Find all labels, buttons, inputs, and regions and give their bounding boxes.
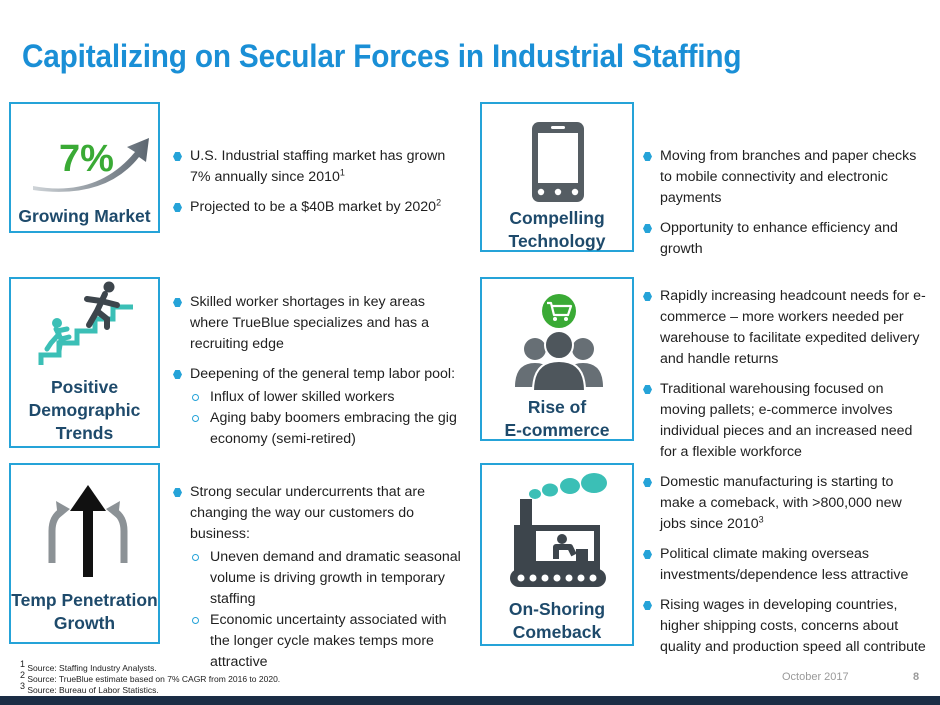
bullet-item: Rapidly increasing headcount needs for e-commerce – more workers needed per warehouse to facilitate expedited delivery and handle returns [643,286,928,370]
onshoring-box [480,463,634,646]
bullet-item: Traditional warehousing focused on moving pallets; e-commerce involves individual pieces and an increased need for a flexible workforce [643,379,928,463]
bullet-item: Moving from branches and paper checks to mobile connectivity and electronic payments [643,146,928,209]
page-number: 8 [913,671,920,683]
sub-bullet-item: Influx of lower skilled workers [190,387,465,408]
smartphone-icon [531,121,585,203]
sub-bullet-item: Uneven demand and dramatic seasonal volume is driving growth in temporary staffing [190,547,465,610]
compelling-technology-label-line1: Compelling [509,208,605,228]
bullet-item: Political climate making overseas investments/dependence less attractive [643,544,928,586]
growing-market-box [9,102,160,233]
temp-penetration-label-line1: Temp Penetration [11,590,158,610]
temp-penetration-box [9,463,160,644]
factory-icon [502,473,612,591]
footer-bar [0,696,940,705]
footnotes [20,659,281,696]
compelling-technology-label-line2: Technology [508,231,606,251]
shopping-cart-people-icon [509,291,609,391]
ecommerce-label-line2: E-commerce [504,420,610,440]
bullet-item: Strong secular undercurrents that are changing the way our customers do business: Uneven demand and dramatic seasonal volume is driving growth in temporary staffing Economic uncertainty associated with the longer cycle makes temps more attractive [173,482,465,673]
sub-bullet-item: Economic uncertainty associated with the longer cycle makes temps more attractive [190,610,465,673]
bullet-item: Skilled worker shortages in key areas where TrueBlue specializes and has a recruiting edge [173,292,465,355]
footnote: $^2$ Source: TrueBlue estimate based on 7% CAGR from 2016 to 2020. [20,670,281,684]
bullet-item: Opportunity to enhance efficiency and growth [643,218,928,260]
onshoring-bullets [643,472,928,667]
ecommerce-box [480,277,634,441]
positive-demographic-label-line1: Positive [50,377,119,397]
bullet-item: Domestic manufacturing is starting to make a comeback, with >800,000 new jobs since 2010$^3$ [643,472,928,535]
up-arrows-icon [38,481,138,581]
ecommerce-bullets [643,286,928,472]
growth-stat: 7% [59,138,114,180]
footnote: $^1$ Source: Staffing Industry Analysts. [20,659,157,673]
ecommerce-label-line1: Rise of [527,397,587,417]
onshoring-label-line2: Comeback [512,622,602,642]
bullet-item: Deepening of the general temp labor pool: Influx of lower skilled workers Aging baby boomers embracing the gig economy (semi-retired) [173,364,465,450]
temp-penetration-label-line2: Growth [53,613,116,633]
growing-market-bullets [173,146,463,227]
footer-date: October 2017 [782,671,849,683]
footnote: $^3$ Source: Bureau of Labor Statistics. [20,681,159,695]
sub-bullet-item: Aging baby boomers embracing the gig economy (semi-retired) [190,408,465,450]
bullet-item: Projected to be a $40B market by 2020$^2$ [173,197,463,218]
positive-demographic-box [9,277,160,448]
climbing-stairs-icon [37,281,137,371]
growing-market-label: Growing Market [18,206,151,226]
positive-demographic-label-line3: Trends [55,423,114,443]
onshoring-label-line1: On-Shoring [508,599,606,619]
positive-demographic-label-line2: Demographic [28,400,141,420]
compelling-technology-box [480,102,634,252]
page-title: Capitalizing on Secular Forces in Industrial Staffing [22,38,742,74]
positive-demographic-bullets [173,292,465,459]
temp-penetration-bullets [173,482,465,682]
bullet-item: Rising wages in developing countries, higher shipping costs, concerns about quality and production speed all contribute [643,595,928,658]
bullet-item: U.S. Industrial staffing market has grown 7% annually since 2010$^1$ [173,146,463,188]
compelling-technology-bullets [643,146,928,269]
